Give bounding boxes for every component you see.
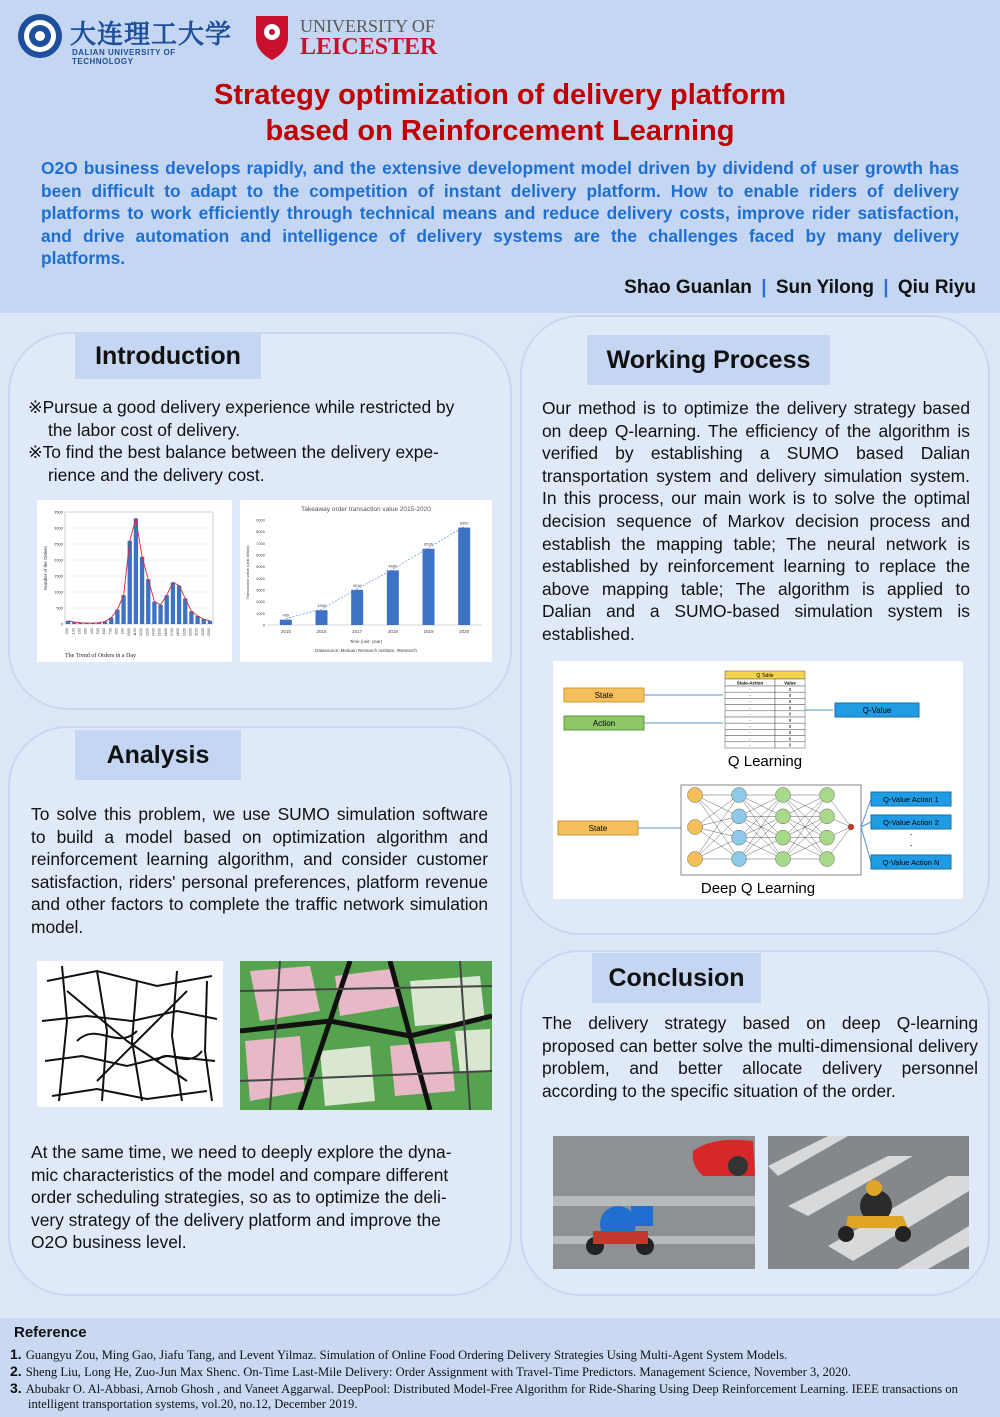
x-tick-label: 23:00 <box>206 628 211 636</box>
q-table-key: - <box>749 693 751 698</box>
dlut-name-cn: 大连理工大学 <box>70 20 233 50</box>
bar <box>208 621 212 624</box>
reference-title: Reference <box>14 1324 87 1341</box>
x-tick-label: 20:00 <box>188 628 193 636</box>
introduction-bullets <box>28 396 498 486</box>
x-tick-label: 2018 <box>387 629 398 634</box>
y-tick-label: 1500 <box>54 573 63 579</box>
dqn-state-label: State <box>588 824 608 833</box>
analysis-paragraph-2 <box>31 1141 501 1254</box>
bar <box>177 586 181 624</box>
q-learning-diagram <box>553 661 963 899</box>
bar <box>316 610 328 625</box>
q-state-label: State <box>594 691 614 700</box>
delivery-rider-photo-2 <box>768 1136 969 1269</box>
x-tick-label: 2:00 <box>77 628 82 635</box>
q-col-value: Value <box>784 680 796 686</box>
data-label: 3016 <box>352 582 362 588</box>
x-tick-label: 2017 <box>352 629 363 634</box>
q-table-value: 0 <box>788 693 792 698</box>
analysis-p2-line5: O2O business level. <box>31 1232 187 1253</box>
dqn-node <box>848 824 854 830</box>
q-table-key: - <box>749 686 751 692</box>
orders-trend-chart <box>37 500 232 662</box>
data-label: 459 <box>282 612 290 618</box>
y-tick-label: 8000 <box>256 529 265 535</box>
dqn-out1-label: Q-Value Action 1 <box>883 795 939 804</box>
x-tick-label: 18:00 <box>176 628 181 636</box>
trend-line <box>286 527 464 619</box>
dqn-node <box>776 809 791 824</box>
abstract: O2O business develops rapidly, and the extensive development model driven by dividend of user growth has been difficult to adapt to the competition of instant delivery platform. How to enable riders of delivery platforms to work efficiently through technical means and reduce delivery costs, improve rider satisfaction, and drive automation and intelligence of delivery systems are the challenges faced by many delivery platforms. <box>41 158 959 269</box>
x-tick-label: 7:00 <box>108 628 113 635</box>
dlut-logo <box>16 12 236 66</box>
leicester-line1: UNIVERSITY OF <box>300 16 435 36</box>
data-label: 6536 <box>424 541 433 547</box>
x-tick-label: 8:00 <box>114 628 119 635</box>
author-2: Sun Yilong <box>775 277 874 298</box>
plot-area <box>65 512 213 624</box>
reference-text: Abubakr O. Al-Abbasi, Arnob Ghosh , and Vaneet Aggarwal. DeepPool: Distributed Model-Free Algorithm for Ride-Sharing Using Deep Reinforcement Learning. IEEE transactions on intelligent transportation systems, vol.20, no.12, December 2019. <box>25 1382 958 1411</box>
x-tick-label: 2016 <box>316 629 327 634</box>
bar <box>152 602 156 624</box>
x-tick-label: 5:00 <box>95 628 100 635</box>
road-network-svg <box>37 961 223 1107</box>
data-label: 1268 <box>317 603 326 609</box>
y-tick-label: 1000 <box>256 610 265 616</box>
analysis-p2-line1: At the same time, we need to deeply explore the dyna- <box>31 1142 452 1162</box>
delivery-rider-photo-1 <box>553 1136 755 1269</box>
bar <box>280 620 292 625</box>
dqn-outn-label: Q-Value Action N <box>882 858 940 867</box>
dlut-name-en: DALIAN UNIVERSITY OF TECHNOLOGY <box>72 48 176 66</box>
q-table-key: - <box>749 705 751 711</box>
y-tick-label: 0 <box>60 621 63 627</box>
x-tick-label: 22:00 <box>200 628 205 636</box>
analysis-title: Analysis <box>75 730 241 780</box>
y-axis-label: Transaction value (unit: billion) <box>245 545 250 600</box>
dqn-node <box>820 852 835 867</box>
x-tick-label: 4:00 <box>89 628 94 635</box>
q-table-value: 0 <box>788 717 792 723</box>
dqn-out2-label: Q-Value Action 2 <box>883 818 939 827</box>
intro-bullet-2: ※To find the best balance between the delivery expe- <box>28 442 439 463</box>
x-tick-label: 2015 <box>280 629 291 634</box>
y-tick-label: 5000 <box>256 564 265 570</box>
q-value-label: Q-Value <box>862 706 892 715</box>
y-tick-label: 3000 <box>54 525 63 531</box>
title-line2: based on Reinforcement Learning <box>265 115 735 147</box>
road-network-image <box>37 961 223 1107</box>
conclusion-title: Conclusion <box>592 953 761 1003</box>
analysis-paragraph-1: To solve this problem, we use SUMO simulation software to build a model based on optimization algorithm and reinforcement learning algorithm, and consider customer satisfaction, riders' personal preferences, platform revenue and other factors to complete the traffic network simulation model. <box>31 804 488 937</box>
q-table-key: - <box>749 742 751 748</box>
reference-num: 1. <box>10 1346 22 1362</box>
bar <box>189 611 193 624</box>
q-table-value: 0 <box>788 699 792 705</box>
dqn-node <box>732 830 747 845</box>
leicester-shield-icon <box>252 12 292 62</box>
analysis-p2-line4: very strategy of the delivery platform and improve the <box>31 1209 441 1230</box>
leicester-logo <box>252 12 452 62</box>
y-tick-label: 3500 <box>54 509 63 515</box>
x-tick-label: 13:00 <box>145 628 150 636</box>
q-table-key: - <box>749 699 751 705</box>
bar <box>165 595 169 624</box>
x-axis-label: Time (unit: year) <box>349 639 383 644</box>
dqn-node <box>688 820 703 835</box>
q-action-label: Action <box>592 719 616 728</box>
leicester-line2: LEICESTER <box>300 34 438 60</box>
y-tick-label: 9000 <box>256 517 265 523</box>
data-label: 8352 <box>459 520 469 526</box>
y-tick-label: 3000 <box>256 587 265 593</box>
bar <box>140 557 144 624</box>
q-table-key: - <box>749 717 751 723</box>
dqn-node <box>776 852 791 867</box>
x-tick-label: 12:00 <box>139 628 144 636</box>
dqn-caption: Deep Q Learning <box>700 880 816 897</box>
x-tick-label: 14:00 <box>151 628 156 636</box>
dqn-node <box>776 788 791 803</box>
y-tick-label: 0 <box>262 622 265 628</box>
q-learning-svg <box>553 661 963 899</box>
q-table-title: Q Table <box>756 673 774 679</box>
reference-num: 3. <box>10 1380 22 1396</box>
bar <box>171 582 175 624</box>
dqn-node <box>732 788 747 803</box>
chart-title: Takeaway order transaction value 2015-2020 <box>301 506 431 513</box>
dqn-node <box>776 830 791 845</box>
y-tick-label: 500 <box>56 605 63 611</box>
author-3: Qiu Riyu <box>897 277 976 298</box>
dqn-node <box>820 830 835 845</box>
transaction-value-svg <box>240 500 492 662</box>
x-tick-label: 17:00 <box>169 628 174 636</box>
conclusion-paragraph: The delivery strategy based on deep Q-learning proposed can better solve the multi-dimensional delivery problem, and better allocate delivery personnel according to the specific situation of the order. <box>542 1013 978 1101</box>
data-label: 4680 <box>388 563 398 569</box>
author-separator: | <box>883 277 889 298</box>
bar <box>351 590 363 625</box>
x-tick-label: 0:00 <box>65 628 70 635</box>
rider-photo-2-svg <box>768 1136 969 1269</box>
x-tick-label: 9:00 <box>120 628 125 635</box>
q-table-value: 0 <box>788 736 792 742</box>
y-tick-label: 2000 <box>54 557 63 563</box>
reference-text: Sheng Liu, Long He, Zuo-Jun Max Shenc. On-Time Last-Mile Delivery: Order Assignment with Travel-Time Predictors. Management Science, November 3, 2020. <box>25 1365 851 1379</box>
bar <box>423 549 435 625</box>
intro-bullet-1: ※Pursue a good delivery experience while restricted by <box>28 397 455 417</box>
x-tick-label: 19:00 <box>182 628 187 636</box>
q-table-key: - <box>749 711 751 717</box>
reference-num: 2. <box>10 1363 22 1379</box>
q-table-value: 0 <box>788 724 792 729</box>
q-table-key: - <box>749 724 751 729</box>
authors <box>624 277 976 299</box>
intro-bullet-2-cont: rience and the delivery cost. <box>48 464 265 485</box>
x-tick-label: 11:00 <box>132 628 137 636</box>
chart-caption: The Trend of Orders in a Day <box>65 653 136 659</box>
rider-photo-1-svg <box>553 1136 755 1269</box>
q-table-key: - <box>749 730 751 736</box>
reference-item-2 <box>10 1364 990 1380</box>
q-table-value: 0 <box>788 711 792 717</box>
x-tick-label: 15:00 <box>157 628 162 636</box>
transaction-value-chart <box>240 500 492 662</box>
y-axis-label: Number of the Orders <box>43 546 48 590</box>
x-tick-label: 6:00 <box>102 628 107 635</box>
intro-bullet-1-cont: the labor cost of delivery. <box>48 419 241 440</box>
orders-trend-svg <box>37 500 232 662</box>
y-tick-label: 4000 <box>256 575 265 581</box>
dqn-node <box>732 852 747 867</box>
q-table-value: 0 <box>788 686 792 692</box>
dqn-node <box>820 809 835 824</box>
q-table-value: 0 <box>788 742 792 748</box>
q-table-value: 0 <box>788 730 792 736</box>
y-tick-label: 7000 <box>256 540 265 546</box>
x-tick-label: 21:00 <box>194 628 199 636</box>
x-tick-label: 16:00 <box>163 628 168 636</box>
bar <box>458 528 470 625</box>
y-tick-label: 1000 <box>54 589 63 595</box>
x-tick-label: 10:00 <box>126 628 131 636</box>
working-process-paragraph: Our method is to optimize the delivery strategy based on deep Q-learning. The efficiency of the algorithm is verified by establishing a SUMO based Dalian transportation system and delivery simulation system. In this process, our main work is to solve the optimal decision sequence of Markov decision process and establish the mapping table; The neural network is established by reinforcement learning to replace the above mapping table; The algorithm is applied to Dalian and a SUMO-based simulation system is established. <box>542 398 970 644</box>
dqn-node <box>688 852 703 867</box>
x-tick-label: 1:00 <box>71 628 76 635</box>
y-tick-label: 2000 <box>256 599 265 605</box>
bar <box>134 518 138 624</box>
analysis-p2-line2: mic characteristics of the model and compare different <box>31 1164 449 1185</box>
introduction-title: Introduction <box>75 333 261 379</box>
sumo-map-svg <box>240 961 492 1110</box>
dqn-dot: - <box>909 843 913 850</box>
title-line1: Strategy optimization of delivery platform <box>213 79 787 111</box>
y-tick-label: 6000 <box>256 552 265 558</box>
chart-source: Datasource: Meituan Research Institute, iResearch <box>315 648 417 653</box>
y-tick-label: 2500 <box>54 541 63 547</box>
reference-item-1 <box>10 1347 990 1363</box>
reference-item-3 <box>10 1381 990 1412</box>
q-col-state-action: State-Action <box>736 680 764 686</box>
dqn-node <box>820 788 835 803</box>
q-table-value: 0 <box>788 705 792 711</box>
bar <box>387 570 399 625</box>
reference-text: Guangyu Zou, Ming Gao, Jiafu Tang, and Levent Yilmaz. Simulation of Online Food Ordering Delivery Strategies Using Multi-Agent System Models. <box>25 1348 788 1362</box>
author-1: Shao Guanlan <box>624 277 752 298</box>
working-process-title: Working Process <box>587 335 830 385</box>
dqn-node <box>732 809 747 824</box>
x-tick-label: 2019 <box>423 629 434 634</box>
poster-title <box>100 77 900 149</box>
q-learning-caption: Q Learning <box>727 753 803 770</box>
dqn-node <box>688 788 703 803</box>
analysis-p2-line3: order scheduling strategies, so as to optimize the deli- <box>31 1187 447 1208</box>
x-tick-label: 2020 <box>459 629 470 634</box>
dqn-dot: - <box>909 832 913 839</box>
q-table-key: - <box>749 736 751 742</box>
bar <box>158 605 162 624</box>
author-separator: | <box>761 277 767 298</box>
x-tick-label: 3:00 <box>83 628 88 635</box>
sumo-map-image <box>240 961 492 1110</box>
